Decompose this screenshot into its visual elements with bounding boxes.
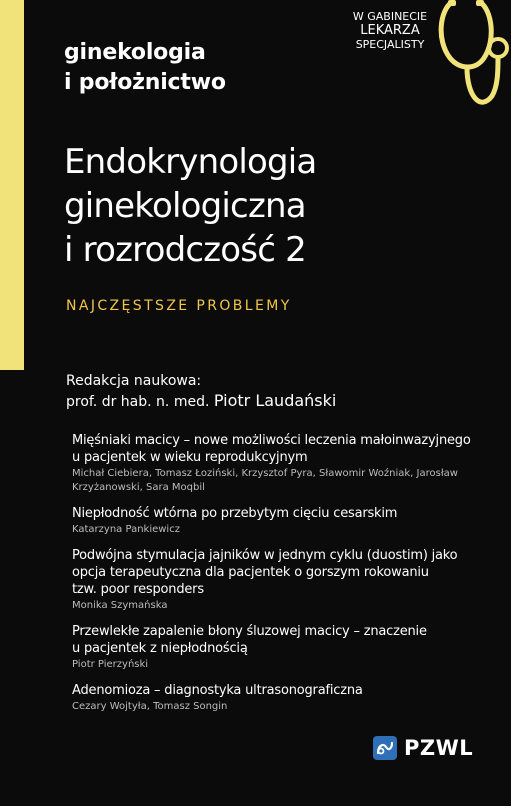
chapter-title-line: u pacjentek w wieku reprodukcyjnym [72, 450, 308, 465]
chapter-item [72, 623, 502, 672]
chapter-item [72, 505, 502, 537]
series-line-1: ginekologia [64, 40, 206, 65]
chapter-authors-line: Monika Szymańska [72, 600, 168, 611]
publisher-logo [372, 735, 473, 761]
editor-block [66, 371, 336, 412]
chapter-authors-line: Cezary Wojtyła, Tomasz Songin [72, 701, 228, 712]
chapter-item [72, 432, 502, 495]
chapter-authors [72, 523, 502, 537]
chapter-authors-line: Piotr Pierzyński [72, 659, 149, 670]
editor-label: Redakcja naukowa: [66, 373, 202, 389]
chapter-item [72, 547, 502, 613]
title-line-2: ginekologiczna [64, 186, 306, 226]
badge-line-1: W GABINECIE [352, 10, 428, 23]
yellow-accent-bar [0, 0, 24, 370]
badge-line-3: SPECJALISTY [355, 38, 425, 51]
book-title [64, 140, 316, 272]
chapter-title-line: Adenomioza – diagnostyka ultrasonograficzna [72, 683, 363, 698]
chapter-list [72, 432, 502, 724]
chapter-title-line: Podwójna stymulacja jajników w jednym cyklu (duostim) jako [72, 548, 458, 563]
editor-line [66, 391, 336, 412]
badge-line-2: LEKARZA [360, 23, 420, 38]
chapter-title [72, 432, 502, 466]
chapter-authors [72, 658, 502, 672]
chapter-authors-line: Michał Ciebiera, Tomasz Łoziński, Krzysztof Pyra, Sławomir Woźniak, Jarosław [72, 468, 458, 479]
chapter-item [72, 682, 502, 714]
publisher-name: PZWL [404, 736, 474, 760]
chapter-authors [72, 467, 502, 495]
chapter-title [72, 623, 502, 657]
chapter-title-line: tzw. poor responders [72, 582, 204, 597]
chapter-title [72, 505, 502, 522]
title-line-3: i rozrodczość 2 [64, 230, 306, 270]
series-title [64, 38, 226, 98]
chapter-title-line: Mięśniaki macicy – nowe możliwości leczenia małoinwazyjnego [72, 433, 471, 448]
editor-prefix: prof. dr hab. n. med. [66, 394, 210, 410]
publisher-emblem-icon [372, 735, 398, 761]
chapter-authors [72, 700, 502, 714]
title-line-1: Endokrynologia [64, 142, 317, 182]
chapter-title-line: Niepłodność wtórna po przebytym cięciu cesarskim [72, 506, 398, 521]
chapter-title-line: u pacjentek z niepłodnością [72, 641, 248, 656]
series-badge [344, 10, 436, 52]
chapter-authors-line: Katarzyna Pankiewicz [72, 524, 180, 535]
book-subtitle: NAJCZĘSTSZE PROBLEMY [66, 298, 292, 314]
chapter-title [72, 547, 502, 598]
editor-name: Piotr Laudański [213, 391, 337, 410]
chapter-title [72, 682, 502, 699]
series-line-2: i położnictwo [64, 70, 226, 95]
chapter-title-line: Przewlekłe zapalenie błony śluzowej macicy – znaczenie [72, 624, 427, 639]
chapter-title-line: opcja terapeutyczna dla pacjentek o gorszym rokowaniu [72, 565, 429, 580]
chapter-authors [72, 599, 502, 613]
chapter-authors-line: Krzyżanowski, Sara Moqbil [72, 482, 205, 493]
